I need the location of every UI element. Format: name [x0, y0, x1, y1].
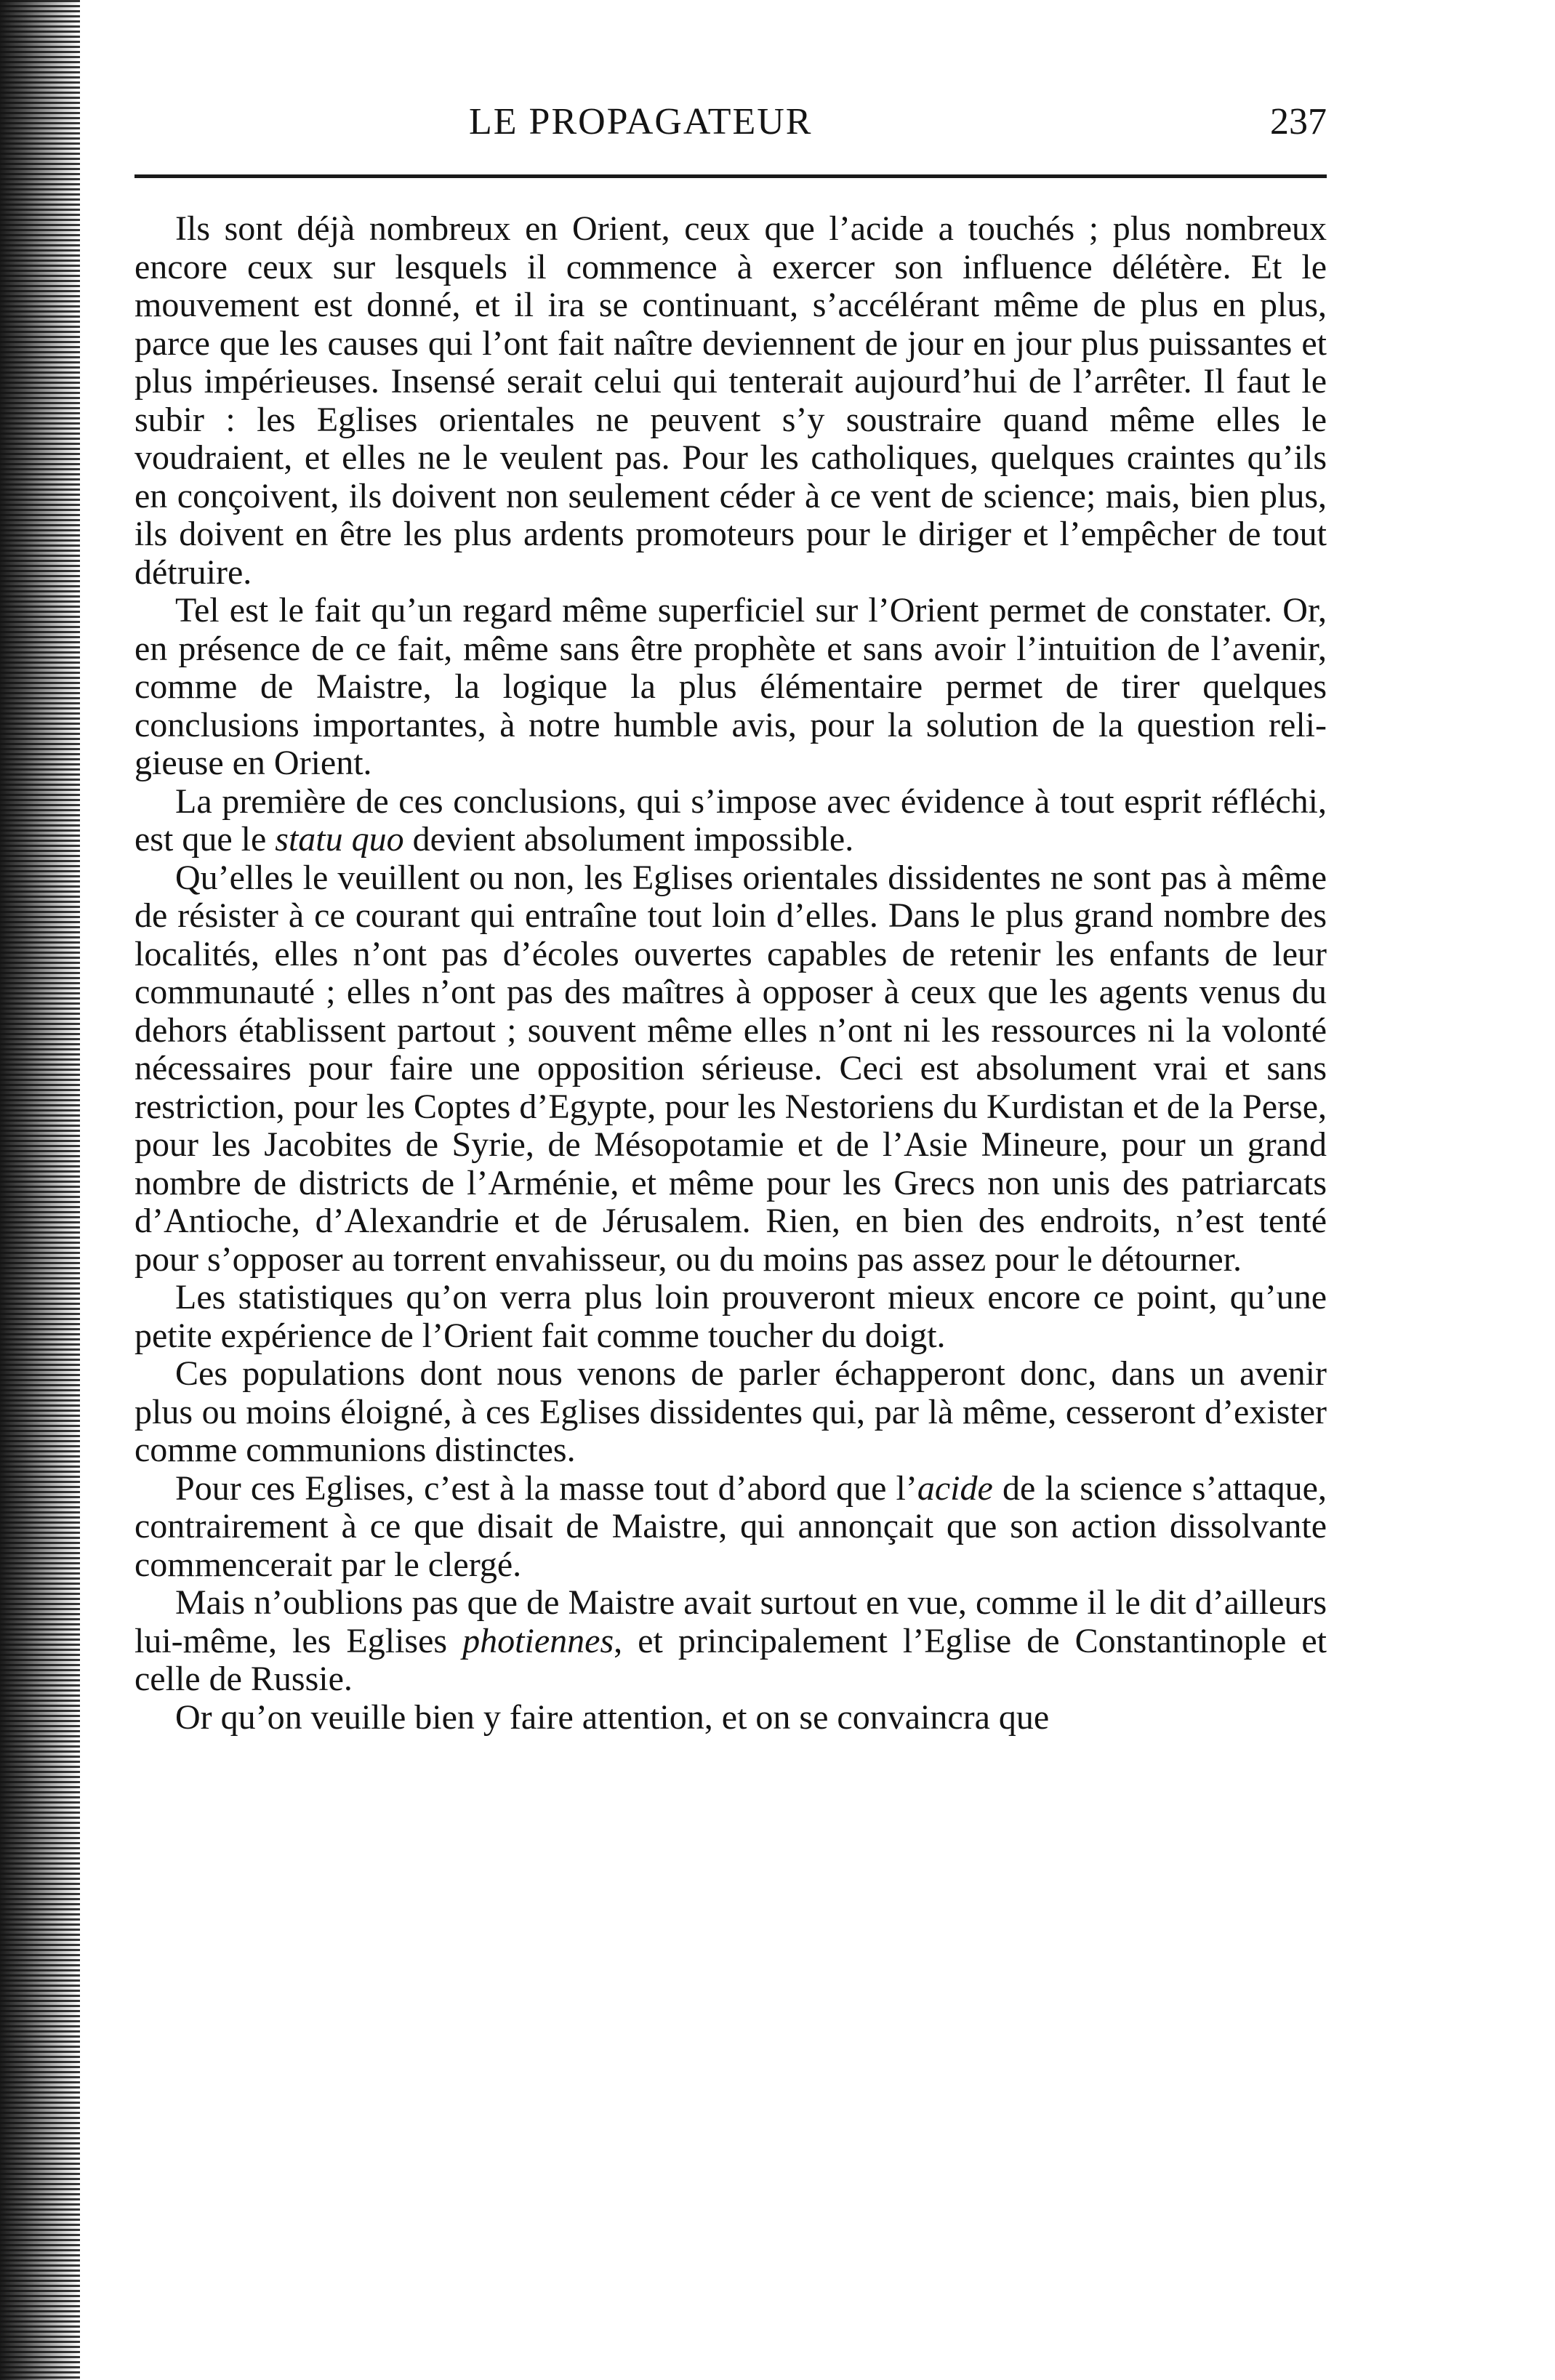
paragraph-8-italic: photiennes [462, 1621, 614, 1660]
header-rule [134, 174, 1327, 178]
page [134, 87, 1327, 1737]
paragraph-8 [134, 1584, 1327, 1699]
paragraph-7-text-after: de la science s’attaque, contrairement à ce que disait de Maistre, qui annonçait que son action dissolvante commencerait par le clergé. [134, 1468, 1327, 1584]
paragraph-7-text-before: Pour ces Eglises, c’est à la masse tout d’abord que l’ [175, 1468, 917, 1508]
running-header-title: LE PROPAGATEUR [469, 101, 813, 142]
paragraph-3-text-before: La première de ces conclusions, qui s’impose avec évidence à tout esprit réfléchi, est que le [134, 781, 1327, 859]
body-text [134, 210, 1327, 1737]
paragraph-6: Ces populations dont nous venons de parler échapperont donc, dans un avenir plus ou moins éloigné, à ces Eglises dissidentes qui, par là même, cesseront d’exister comme communions distinctes. [134, 1354, 1327, 1469]
page-number: 237 [1270, 101, 1327, 142]
paragraph-5: Les statistiques qu’on verra plus loin prouveront mieux encore ce point, qu’une petite expérience de l’Orient fait comme toucher du doigt. [134, 1278, 1327, 1355]
running-header [134, 87, 1327, 160]
paragraph-3-text-after: devient absolument impossible. [403, 820, 854, 859]
paragraph-4: Qu’elles le veuillent ou non, les Eglises orientales dissidentes ne sont pas à même de résister à ce courant qui entraîne tout loin d’elles. Dans le plus grand nombre des localités, elles n’ont pas d’écoles ouvertes capables de retenir les enfants de leur communauté ; elles n’ont pas des maîtres à opposer à ceux que les agents venus du dehors établissent partout ; souvent même elles n’ont ni les ressources ni la volonté nécessaires pour faire une opposition sérieuse. Ceci est absolument vrai et sans restriction, pour les Coptes d’Egypte, pour les Nestoriens du Kurdistan et de la Perse, pour les Jacobites de Syrie, de Mésopotamie et de l’Asie Mineure, pour un grand nombre de districts de l’Arménie, et même pour les Grecs non unis des patriarcats d’Antioche, d’Alexandrie et de Jérusalem. Rien, en bien des endroits, n’est tenté pour s’opposer au torrent envahisseur, ou du moins pas assez pour le détourner. [134, 858, 1327, 1279]
paragraph-3 [134, 783, 1327, 859]
paragraph-1: Ils sont déjà nombreux en Orient, ceux que l’acide a touchés ; plus nombreux encore ceux sur lesquels il commence à exercer son influence délétère. Et le mouvement est donné, et il ira se continuant, s’accélérant même de plus en plus, parce que les causes qui l’ont fait naître deviennent de jour en jour plus puissantes et plus impérieuses. Insensé serait celui qui tenterait aujourd’hui de l’arrêter. Il faut le subir : les Eglises orientales ne peuvent s’y soustraire quand même elles le voudraient, et elles ne le veulent pas. Pour les catholiques, quelques craintes qu’ils en conçoivent, ils doivent non seulement céder à ce vent de science; mais, bien plus, ils doivent en être les plus ardents promoteurs pour le diriger et l’empêcher de tout détruire. [134, 209, 1327, 592]
paragraph-9: Or qu’on veuille bien y faire attention, et on se convaincra que [175, 1697, 1050, 1737]
paragraph-3-italic: statu quo [275, 820, 404, 859]
scanned-binding-edge [0, 0, 80, 2380]
paragraph-8-text-after: , et principalement l’Eglise de Constantinople et celle de Russie. [134, 1621, 1327, 1698]
paragraph-7-italic: acide [917, 1468, 993, 1508]
paragraph-8-text-before: Mais n’oublions pas que de Maistre avait surtout en vue, comme il le dit d’ailleurs lui-même, les Eglises [134, 1583, 1327, 1660]
paragraph-7 [134, 1470, 1327, 1585]
paragraph-2: Tel est le fait qu’un regard même superficiel sur l’Orient permet de constater. Or, en présence de ce fait, même sans être prophète et sans avoir l’intuition de l’avenir, comme de Maistre, la logique la plus élémentaire permet de tirer quelques conclusions importantes, à notre humble avis, pour la solution de la question religieuse en Orient. [134, 591, 1327, 782]
